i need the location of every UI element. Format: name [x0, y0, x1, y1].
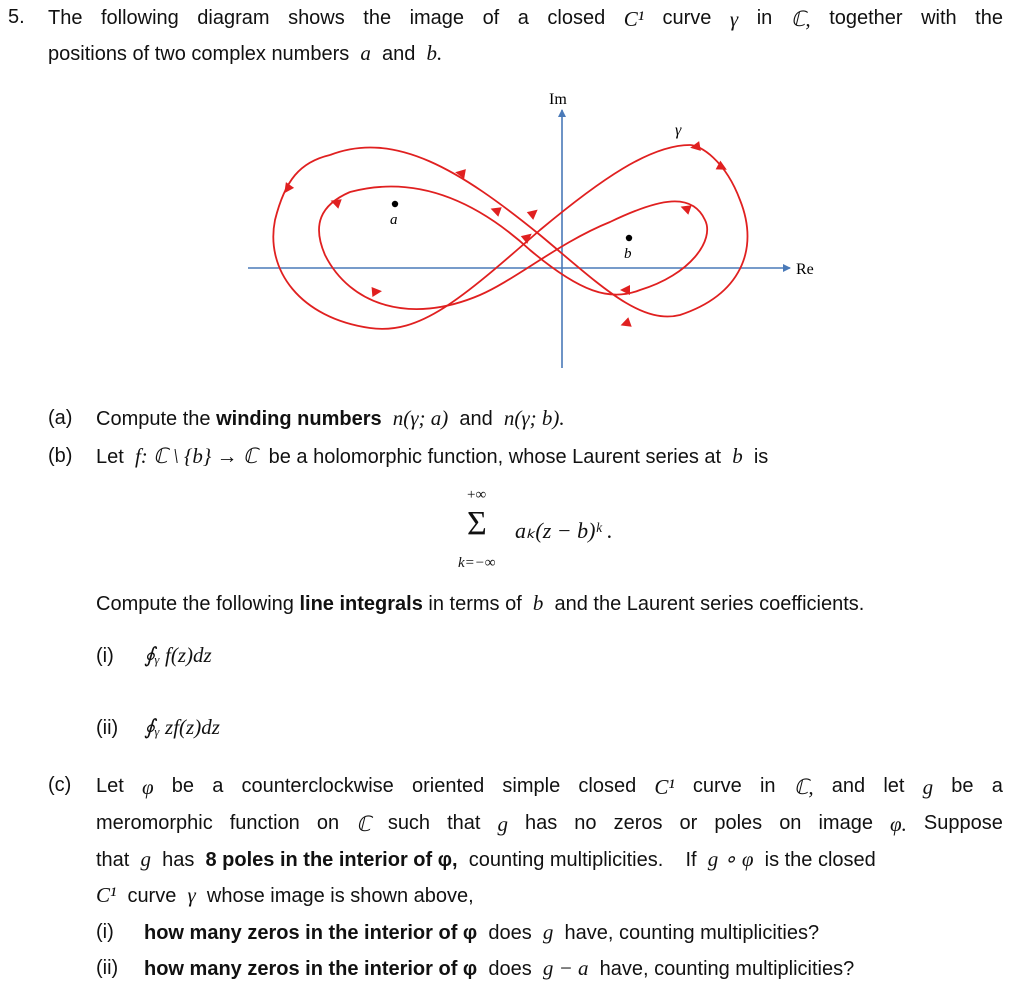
word: image	[409, 7, 465, 29]
word: curve	[692, 775, 742, 797]
point-b-label: b	[624, 246, 632, 262]
word: be	[951, 775, 974, 797]
part-b-i-integral: ∮ᵧ f(z)dz	[144, 643, 212, 667]
part-c-line-4: C¹ curve γ whose image is shown above,	[96, 883, 474, 907]
question-number: 5.	[8, 6, 25, 28]
word: ℂ,	[790, 7, 811, 31]
part-c-label: (c)	[48, 774, 72, 796]
word: closed	[578, 775, 637, 797]
intro-line-2: positions of two complex numbers a and b.	[48, 41, 443, 65]
re-axis-label: Re	[796, 261, 814, 278]
part-b-text: Let f: ℂ \ {b} → ℂ be a holomorphic function, whose Laurent series at b is	[96, 444, 769, 468]
word: on	[779, 812, 802, 834]
part-c-ii-text: how many zeros in the interior of φ does g − a have, counting multiplicities?	[144, 956, 855, 980]
word: the	[975, 7, 1003, 29]
curve-arrow-7	[527, 206, 541, 220]
part-b-i-label: (i)	[96, 645, 114, 667]
word: with	[921, 7, 957, 29]
word: on	[316, 812, 340, 834]
word: The	[48, 7, 83, 29]
sum-lower-limit: k=−∞	[458, 555, 496, 571]
curve-arrow-3	[372, 286, 383, 297]
word: a	[517, 7, 529, 29]
word: no	[574, 812, 597, 834]
word: C¹	[654, 775, 675, 799]
word: the	[363, 7, 392, 29]
part-c-line-3: that g has 8 poles in the interior of φ, counting multiplicities. If g ∘ φ is the closed	[96, 847, 876, 871]
word: oriented	[411, 775, 485, 797]
word: has	[525, 812, 558, 834]
point-b	[626, 235, 632, 241]
word: that	[447, 812, 481, 834]
word: Let	[96, 775, 124, 797]
word: be	[171, 775, 195, 797]
part-c-i-label: (i)	[96, 921, 114, 943]
gamma-outer-loop	[273, 145, 747, 329]
word: C¹	[623, 7, 644, 31]
word: simple	[502, 775, 561, 797]
sum-expression: aₖ(z − b)ᵏ .	[515, 518, 613, 543]
word: diagram	[197, 7, 270, 29]
point-a	[392, 201, 398, 207]
gamma-label: γ	[675, 122, 682, 139]
word: g	[497, 812, 508, 836]
im-axis-label: Im	[549, 91, 567, 108]
word: together	[829, 7, 903, 29]
word: in	[759, 775, 776, 797]
word: closed	[547, 7, 606, 29]
point-a-label: a	[390, 212, 398, 228]
curve-arrow-2	[280, 182, 294, 196]
word: g	[922, 775, 934, 799]
curve-arrow-6	[489, 204, 502, 217]
part-a-label: (a)	[48, 407, 73, 429]
word: zeros	[613, 812, 663, 834]
word: in	[756, 7, 773, 29]
word: ℂ,	[793, 775, 814, 799]
part-c-i-text: how many zeros in the interior of φ does g have, counting multiplicities?	[144, 920, 820, 944]
part-a-text: Compute the winding numbers n(γ; a) and n(γ; b).	[96, 406, 565, 430]
part-b-ii-integral: ∮ᵧ zf(z)dz	[144, 715, 220, 739]
word: φ	[141, 775, 154, 799]
part-b-label: (b)	[48, 445, 73, 467]
curve-arrow-12	[689, 141, 701, 153]
word: curve	[662, 7, 712, 29]
word: image	[818, 812, 873, 834]
compute-line: Compute the following line integrals in terms of b and the Laurent series coefficients.	[96, 591, 865, 615]
word: or	[679, 812, 698, 834]
sum-upper-limit: +∞	[467, 487, 487, 503]
part-c-ii-label: (ii)	[96, 957, 119, 979]
word: ℂ	[356, 812, 371, 836]
word: shows	[288, 7, 345, 29]
word: γ	[729, 7, 739, 31]
winding-diagram	[0, 80, 1024, 380]
word: Suppose	[923, 812, 1003, 834]
word: φ.	[889, 812, 907, 836]
part-c-line-1	[96, 775, 1003, 800]
word: a	[991, 775, 1003, 797]
word: meromorphic	[96, 812, 213, 834]
word: such	[387, 812, 431, 834]
word: following	[100, 7, 179, 29]
sum-sigma: Σ	[467, 505, 487, 542]
word: let	[883, 775, 905, 797]
word: poles	[714, 812, 763, 834]
part-b-ii-label: (ii)	[96, 717, 119, 739]
intro-line-1	[48, 7, 1003, 32]
part-c-line-2	[96, 812, 1003, 837]
word: and	[831, 775, 866, 797]
word: a	[212, 775, 224, 797]
word: function	[229, 812, 300, 834]
word: counterclockwise	[241, 775, 394, 797]
word: of	[482, 7, 500, 29]
curve-arrow-11	[619, 317, 632, 330]
